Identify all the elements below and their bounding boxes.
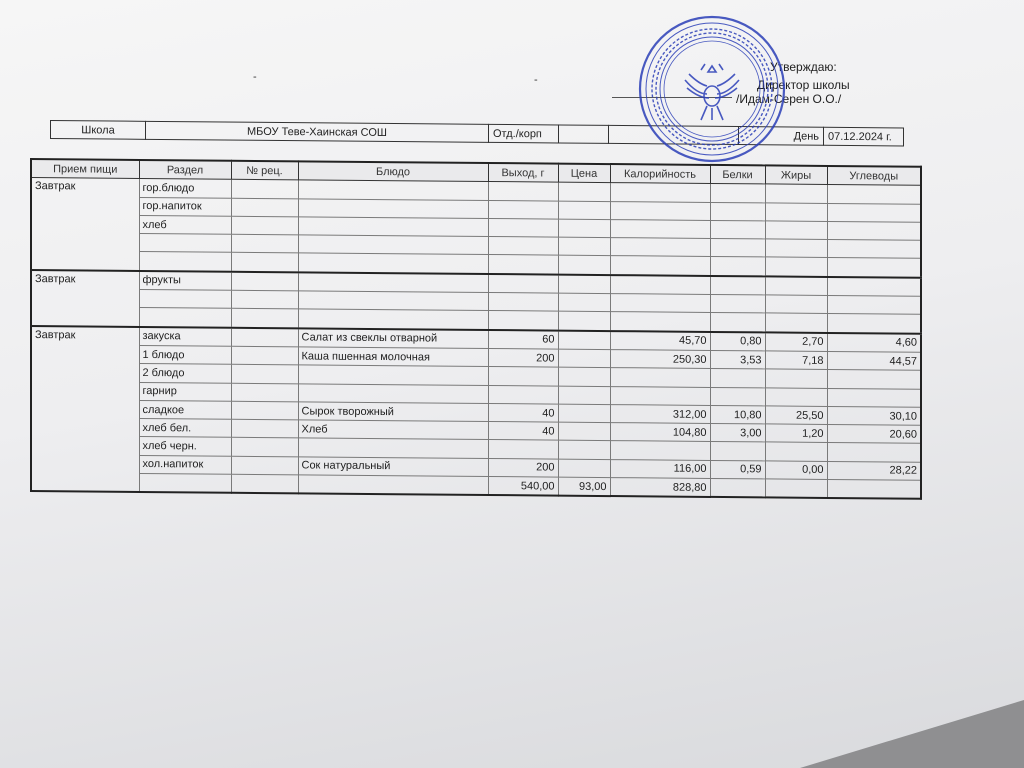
carbs-cell: 30,10 (827, 406, 921, 425)
section-cell: гор.блюдо (139, 179, 231, 198)
dish-cell: Салат из свеклы отварной (298, 328, 488, 348)
section-cell: закуска (139, 327, 231, 347)
price-cell (558, 201, 610, 220)
recipe-cell (231, 290, 298, 309)
recipe-cell (231, 309, 298, 328)
carbs-cell: 4,60 (827, 333, 921, 353)
recipe-cell (231, 253, 298, 272)
dash-mark: - (534, 74, 538, 86)
recipe-cell (231, 180, 298, 199)
kcal-cell (610, 275, 710, 295)
section-cell: 1 блюдо (139, 345, 231, 364)
price-cell (558, 256, 610, 275)
approval-position: Директор школы (757, 78, 850, 92)
kcal-cell (610, 219, 710, 238)
yield-cell: 540,00 (488, 477, 558, 496)
dept-value (559, 125, 609, 143)
school-seal-icon (637, 14, 787, 164)
section-cell: хлеб (139, 215, 231, 234)
fat-cell (765, 184, 827, 203)
recipe-cell (231, 438, 298, 457)
col-recipe: № рец. (231, 161, 298, 180)
school-name: МБОУ Теве-Хаинская СОШ (146, 121, 489, 142)
price-cell: 93,00 (558, 477, 610, 496)
section-cell (139, 473, 231, 493)
yield-cell (488, 385, 558, 404)
protein-cell (710, 257, 765, 276)
dish-cell (298, 272, 488, 292)
kcal-cell (610, 256, 710, 276)
section-cell: гор.напиток (139, 197, 231, 216)
recipe-cell (231, 327, 298, 346)
carbs-cell (827, 221, 921, 240)
kcal-cell (610, 183, 710, 202)
yield-cell (488, 182, 558, 201)
carbs-cell (827, 370, 921, 389)
kcal-cell: 104,80 (610, 423, 710, 442)
yield-cell: 40 (488, 422, 558, 441)
recipe-cell (231, 216, 298, 235)
carbs-cell: 20,60 (827, 425, 921, 444)
kcal-cell: 828,80 (610, 478, 710, 498)
fat-cell (765, 369, 827, 388)
col-section: Раздел (139, 160, 231, 180)
price-cell (558, 404, 610, 423)
carbs-cell (827, 480, 921, 500)
price-cell (558, 219, 610, 238)
carbs-cell (827, 388, 921, 407)
meal-cell: Завтрак (31, 270, 139, 327)
fat-cell (765, 387, 827, 406)
section-cell (139, 308, 231, 328)
kcal-cell (610, 294, 710, 313)
dish-cell: Сок натуральный (298, 457, 488, 477)
protein-cell (710, 478, 765, 497)
yield-cell (488, 367, 558, 386)
kcal-cell: 45,70 (610, 331, 710, 351)
meal-cell: Завтрак (31, 178, 139, 271)
protein-cell (710, 184, 765, 203)
section-cell (139, 234, 231, 253)
price-cell (558, 237, 610, 256)
carbs-cell (827, 185, 921, 204)
yield-cell (488, 218, 558, 237)
recipe-cell (231, 401, 298, 420)
recipe-cell (231, 198, 298, 217)
recipe-cell (231, 346, 298, 365)
carbs-cell (827, 296, 921, 315)
col-yield: Выход, г (488, 163, 558, 182)
col-fat: Жиры (765, 165, 827, 184)
fat-cell: 2,70 (765, 332, 827, 351)
yield-cell: 40 (488, 403, 558, 422)
dish-cell (298, 291, 488, 311)
dish-cell: Каша пшенная молочная (298, 347, 488, 367)
fat-cell (765, 442, 827, 461)
carbs-cell (827, 258, 921, 278)
yield-cell (488, 255, 558, 274)
yield-cell: 200 (488, 348, 558, 367)
protein-cell: 0,59 (710, 460, 765, 479)
yield-cell: 200 (488, 458, 558, 477)
dish-cell (298, 383, 488, 403)
protein-cell (710, 276, 765, 295)
fat-cell: 0,00 (765, 461, 827, 480)
protein-cell: 3,53 (710, 350, 765, 369)
carbs-cell (827, 277, 921, 297)
kcal-cell: 250,30 (610, 350, 710, 369)
fat-cell: 7,18 (765, 351, 827, 370)
section-cell (139, 290, 231, 309)
yield-cell (488, 293, 558, 312)
kcal-cell: 116,00 (610, 459, 710, 478)
dish-cell (298, 235, 488, 255)
kcal-cell: 312,00 (610, 404, 710, 423)
recipe-cell (231, 383, 298, 402)
dish-cell (298, 217, 488, 237)
dish-cell (298, 438, 488, 458)
fat-cell (765, 203, 827, 222)
carbs-cell: 44,57 (827, 351, 921, 370)
price-cell (558, 274, 610, 293)
approval-line: Утверждаю: (770, 60, 837, 74)
price-cell (558, 441, 610, 460)
col-dish: Блюдо (298, 161, 488, 181)
carbs-cell (827, 240, 921, 259)
yield-cell (488, 274, 558, 293)
protein-cell (710, 369, 765, 388)
day-label: День (739, 127, 824, 146)
col-kcal: Калорийность (610, 164, 710, 184)
dish-cell: Хлеб (298, 420, 488, 440)
kcal-cell (610, 201, 710, 220)
yield-cell (488, 200, 558, 219)
price-cell (558, 311, 610, 330)
section-cell: 2 блюдо (139, 364, 231, 383)
col-meal: Прием пищи (31, 159, 139, 179)
dish-cell (298, 365, 488, 385)
section-cell: сладкое (139, 400, 231, 419)
protein-cell (710, 295, 765, 314)
dish-cell (298, 253, 488, 273)
yield-cell: 60 (488, 330, 558, 349)
price-cell (558, 459, 610, 478)
dish-cell: Сырок творожный (298, 402, 488, 422)
recipe-cell (231, 419, 298, 438)
fat-cell (765, 313, 827, 332)
recipe-cell (231, 474, 298, 493)
dept-label: Отд./корп (489, 124, 559, 143)
carbs-cell: 28,22 (827, 461, 921, 480)
dish-cell (298, 309, 488, 329)
fat-cell (765, 276, 827, 295)
yield-cell (488, 237, 558, 256)
section-cell: фрукты (139, 271, 231, 291)
fat-cell (765, 479, 827, 498)
col-protein: Белки (710, 165, 765, 184)
dish-cell (298, 475, 488, 495)
fat-cell: 1,20 (765, 424, 827, 443)
price-cell (558, 349, 610, 368)
fat-cell (765, 239, 827, 258)
protein-cell (710, 220, 765, 239)
section-cell: хлеб бел. (139, 419, 231, 438)
price-cell (558, 386, 610, 405)
price-cell (558, 293, 610, 312)
protein-cell (710, 442, 765, 461)
yield-cell (488, 311, 558, 330)
col-price: Цена (558, 164, 610, 183)
yield-cell (488, 440, 558, 459)
recipe-cell (231, 234, 298, 253)
recipe-cell (231, 365, 298, 384)
section-cell: хлеб черн. (139, 437, 231, 456)
carbs-cell (827, 443, 921, 462)
fat-cell (765, 221, 827, 240)
kcal-cell (610, 368, 710, 387)
protein-cell: 0,80 (710, 332, 765, 351)
school-label: Школа (51, 121, 146, 140)
protein-cell (710, 239, 765, 258)
section-cell: хол.напиток (139, 455, 231, 474)
dish-cell (298, 180, 488, 200)
col-carbs: Углеводы (827, 166, 921, 186)
recipe-cell (231, 272, 298, 291)
kcal-cell (610, 312, 710, 332)
carbs-cell (827, 314, 921, 334)
protein-cell (710, 313, 765, 332)
price-cell (558, 182, 610, 201)
protein-cell (710, 387, 765, 406)
dash-mark: - (253, 71, 257, 83)
price-cell (558, 367, 610, 386)
section-cell (139, 252, 231, 272)
approval-name: /Идам-Серен О.О./ (736, 92, 842, 106)
fat-cell (765, 295, 827, 314)
price-cell (558, 330, 610, 349)
protein-cell (710, 202, 765, 221)
price-cell (558, 422, 610, 441)
section-cell: гарнир (139, 382, 231, 401)
kcal-cell (610, 441, 710, 460)
dish-cell (298, 198, 488, 218)
kcal-cell (610, 386, 710, 405)
menu-table (30, 158, 922, 500)
recipe-cell (231, 456, 298, 475)
protein-cell: 10,80 (710, 405, 765, 424)
protein-cell: 3,00 (710, 424, 765, 443)
menu-date: 07.12.2024 г. (824, 127, 904, 146)
fat-cell (765, 257, 827, 276)
carbs-cell (827, 203, 921, 222)
kcal-cell (610, 238, 710, 257)
fat-cell: 25,50 (765, 406, 827, 425)
meal-cell: Завтрак (31, 326, 139, 493)
